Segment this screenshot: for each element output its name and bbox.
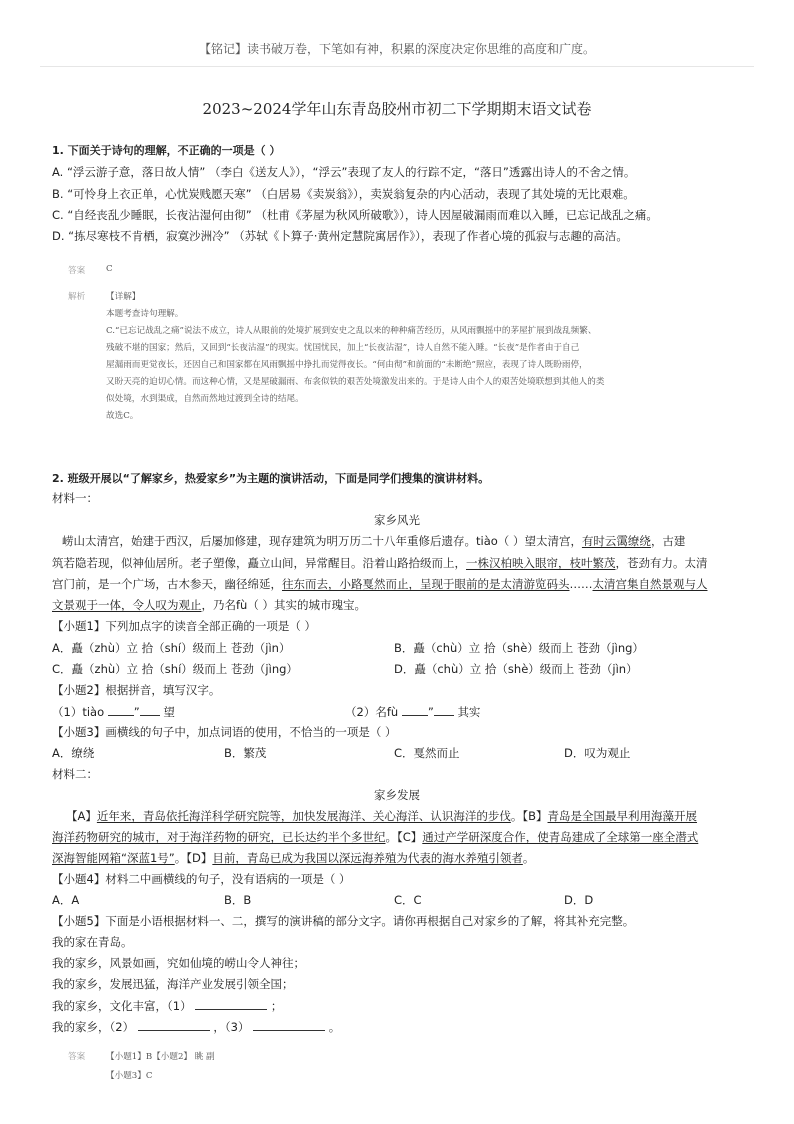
header-divider bbox=[40, 66, 754, 67]
underlined-sentence: 海洋药物研究的城市，对于海洋药物的研究，已长达约半个多世纪 bbox=[52, 830, 386, 844]
q1-analysis-line: 残破不堪的国家；然后，又回到“长夜沾湿”的现实。忧国忧民，加上“长夜沾湿”，诗人自然不能入睡。“长夜”是作者由于自己 bbox=[106, 343, 580, 353]
underlined-sentence: 往东而去，小路戛然而止，呈现于眼前的是太清游览码头 bbox=[282, 577, 570, 591]
sq4-option-a: A．A bbox=[52, 893, 80, 907]
answer-blank[interactable] bbox=[434, 703, 454, 716]
sq1-option-b: B．矗（chù）立 拾（shè）级而上 苍劲（jìng） bbox=[394, 641, 644, 655]
speech-line: 我的家乡，文化丰富，（1） ； bbox=[52, 999, 283, 1013]
sq2-item-2: （2）名fù ” 其实 bbox=[345, 705, 481, 719]
answer-blank[interactable] bbox=[195, 997, 267, 1010]
q1-analysis-line: 似处境，水到渠成，自然而然地过渡到全诗的结尾。 bbox=[106, 394, 304, 404]
sq4-option-d: D．D bbox=[564, 893, 594, 907]
speech-line: 我的家乡，发展迅猛，海洋产业发展引领全国； bbox=[52, 977, 294, 991]
material2-line: 深海智能网箱“深蓝1号”。【D】目前，青岛已成为我国以深远海养殖为代表的海水养殖引领者。 bbox=[52, 851, 535, 865]
underlined-sentence: 近年来，青岛依托海洋科学研究院等，加快发展海洋、关心海洋、认识海洋的步伐 bbox=[96, 809, 511, 823]
sq1-option-a: A．矗（zhù）立 拾（shí）级而上 苍劲（jìn） bbox=[52, 641, 291, 655]
sq1-option-c: C．矗（zhù）立 拾（shí）级而上 苍劲（jìng） bbox=[52, 662, 298, 676]
sq3-option-c: C．戛然而止 bbox=[394, 746, 460, 760]
q1-analysis-line: 【详解】 bbox=[106, 292, 141, 302]
q1-option-d: D. “拣尽寒枝不肯栖，寂寞沙洲冷” （苏轼《卜算子·黄州定慧院寓居作》），表现了作者心境的孤寂与志趣的高洁。 bbox=[52, 229, 628, 243]
sq3-option-b: B．繁茂 bbox=[224, 746, 267, 760]
q1-analysis-line: 本题考查诗句理解。 bbox=[106, 309, 184, 319]
answer-blank[interactable] bbox=[140, 703, 160, 716]
q1-analysis-line: 屋漏雨而更觉夜长，还因自己和国家都在风雨飘摇中挣扎而觉得夜长。“何由彻”和前面的“未断绝”照应，表现了诗人既盼雨停， bbox=[106, 360, 588, 370]
q2-answer-line: 【小题1】B【小题2】 眺 副 bbox=[106, 1052, 215, 1062]
sq1-option-d: D．矗（chù）立 拾（shè）级而上 苍劲（jìn） bbox=[394, 662, 638, 676]
sq4-option-b: B．B bbox=[224, 893, 252, 907]
material1-label: 材料一： bbox=[52, 491, 98, 505]
material1-line: 筑若隐若现，似神仙居所。老子塑像，矗立山间，异常醒目。沿着山路拾级而上，一株汉柏映入眼帘，枝叶繁茂，苍劲有力。太清 bbox=[52, 556, 708, 570]
material1-title: 家乡风光 bbox=[374, 513, 420, 527]
sub-question-3: 【小题3】画横线的句子中，加点词语的使用，不恰当的一项是（ ） bbox=[52, 725, 397, 739]
material1-line: 宫门前，是一个广场，古木参天，幽径绵延，往东而去，小路戛然而止，呈现于眼前的是太清游览码头……太清宫集自然景观与人 bbox=[52, 577, 708, 591]
q1-option-c: C. “自经丧乱少睡眠，长夜沾湿何由彻” （杜甫《茅屋为秋风所破歌》），诗人因屋破漏雨而难以入睡，已忘记战乱之痛。 bbox=[52, 208, 658, 222]
answer-blank[interactable] bbox=[108, 703, 134, 716]
sq4-option-c: C．C bbox=[394, 893, 422, 907]
underlined-sentence: 通过产学研深度合作，使青岛建成了全球第一座全潜式 bbox=[422, 830, 699, 844]
q1-analysis-line: 又盼天亮的迫切心情。而这种心情，又是屋破漏雨、布衾似铁的艰苦处境激发出来的。于是诗人由个人的艰苦处境联想到其他人的类 bbox=[106, 377, 605, 387]
q1-option-a: A. “浮云游子意，落日故人情” （李白《送友人》），“浮云”表现了友人的行踪不定，“落日”透露出诗人的不舍之情。 bbox=[52, 165, 636, 179]
q1-analysis-line: C.“已忘记战乱之痛”说法不成立，诗人从眼前的处境扩展到安史之乱以来的种种痛苦经历，从风雨飘摇中的茅屋扩展到战乱频繁、 bbox=[106, 326, 597, 336]
q1-answer: C bbox=[106, 264, 113, 274]
underlined-sentence: 深海智能网箱“深蓝1号” bbox=[52, 851, 175, 865]
material1-line: 崂山太清宫，始建于西汉，后屡加修建，现存建筑为明万历二十八年重修后遗存。tiào（ ）望太清宫，有时云霭缭绕，古建 bbox=[62, 534, 686, 548]
exam-title: 2023~2024学年山东青岛胶州市初二下学期期末语文试卷 bbox=[202, 100, 592, 118]
sub-question-5: 【小题5】下面是小语根据材料一、二，撰写的演讲稿的部分文字。请你再根据自己对家乡的了解，将其补充完整。 bbox=[52, 914, 635, 928]
answer-blank[interactable] bbox=[402, 703, 428, 716]
q1-analysis-line: 故选C。 bbox=[106, 411, 139, 421]
material2-label: 材料二： bbox=[52, 767, 98, 781]
q1-answer-label: 答案 bbox=[68, 266, 86, 276]
answer-blank[interactable] bbox=[138, 1018, 210, 1031]
sq3-option-a: A．缭绕 bbox=[52, 746, 95, 760]
sub-question-2: 【小题2】根据拼音，填写汉字。 bbox=[52, 683, 221, 697]
sq3-option-d: D．叹为观止 bbox=[564, 746, 631, 760]
material2-line: 【A】近年来，青岛依托海洋科学研究院等，加快发展海洋、关心海洋、认识海洋的步伐。【B】青岛是全国最早利用海藻开展 bbox=[66, 809, 698, 823]
underlined-sentence: 太清宫集自然景观与人 bbox=[592, 577, 708, 591]
speech-line: 我的家乡，风景如画，究如仙境的崂山令人神往； bbox=[52, 956, 305, 970]
underlined-sentence: 一株汉柏映入眼帘，枝叶繁茂 bbox=[466, 556, 616, 570]
sq2-item-1: （1）tiào ” 望 bbox=[52, 705, 175, 719]
sub-question-4: 【小题4】材料二中画横线的句子，没有语病的一项是（ ） bbox=[52, 872, 351, 886]
answer-blank[interactable] bbox=[253, 1018, 325, 1031]
header-quote: 【铭记】读书破万卷，下笔如有神，积累的深度决定你思维的高度和广度。 bbox=[198, 42, 595, 56]
q1-option-b: B. “可怜身上衣正单，心忧炭贱愿天寒” （白居易《卖炭翁》），卖炭翁复杂的内心活动，表现了其处境的无比艰难。 bbox=[52, 187, 635, 201]
q1-analysis-label: 解析 bbox=[68, 292, 86, 302]
speech-line: 我的家乡，（2） ，（3） 。 bbox=[52, 1020, 341, 1034]
q2-answer-line: 【小题3】C bbox=[106, 1071, 153, 1081]
q2-answer-label: 答案 bbox=[68, 1052, 86, 1062]
underlined-sentence: 目前，青岛已成为我国以深远海养殖为代表的海水养殖引领者 bbox=[212, 851, 523, 865]
underlined-sentence: 青岛是全国最早利用海藻开展 bbox=[547, 809, 698, 823]
speech-line: 我的家在青岛。 bbox=[52, 935, 133, 949]
material2-line: 海洋药物研究的城市，对于海洋药物的研究，已长达约半个多世纪。【C】通过产学研深度合作，使青岛建成了全球第一座全潜式 bbox=[52, 830, 699, 844]
underlined-sentence: 有时云霭缭绕 bbox=[581, 534, 651, 548]
underlined-sentence: 文景观于一体，令人叹为观止 bbox=[52, 598, 202, 612]
sub-question-1: 【小题1】下列加点字的读音全部正确的一项是（ ） bbox=[52, 619, 316, 633]
q2-stem: 2. 班级开展以“了解家乡，热爱家乡”为主题的演讲活动，下面是同学们搜集的演讲材料。 bbox=[52, 472, 490, 485]
material2-title: 家乡发展 bbox=[374, 788, 420, 802]
material1-line: 文景观于一体，令人叹为观止，乃名fù（ ）其实的城市瑰宝。 bbox=[52, 598, 366, 612]
q1-stem: 1. 下面关于诗句的理解，不正确的一项是（ ） bbox=[52, 144, 281, 157]
